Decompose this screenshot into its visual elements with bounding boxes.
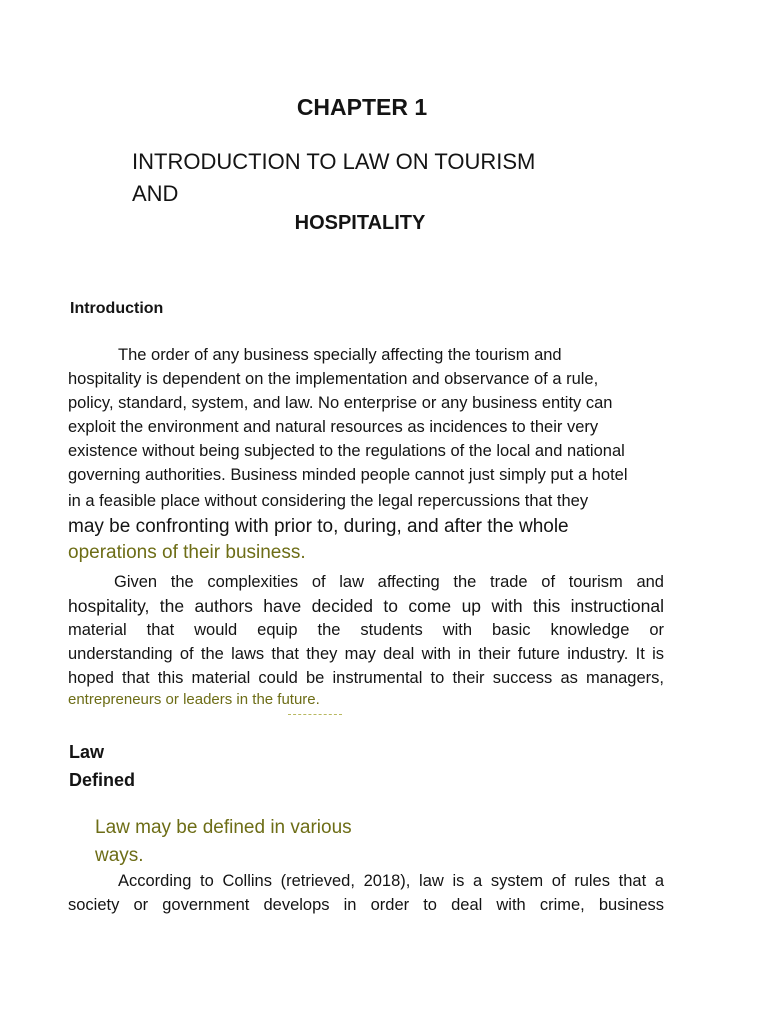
paragraph-line: may be confronting with prior to, during, and after the whole <box>68 516 569 537</box>
law-subheading <box>95 814 352 870</box>
paragraph-line: governing authorities. Business minded people cannot just simply put a hotel <box>68 466 628 484</box>
paragraph-line: exploit the environment and natural resources as incidences to their very <box>68 418 599 436</box>
chapter-title <box>132 146 612 210</box>
paragraph-line: entrepreneurs or leaders in the future. <box>68 691 320 708</box>
paragraph-line: policy, standard, system, and law. No enterprise or any business entity can <box>68 394 613 412</box>
introduction-heading: Introduction <box>70 300 164 317</box>
decorative-rule <box>288 714 342 715</box>
paragraph-line: existence without being subjected to the regulations of the local and national <box>68 442 625 460</box>
introduction-paragraph-1 <box>68 343 664 566</box>
chapter-title-line-2: AND <box>132 181 179 206</box>
paragraph-line: society or government develops in order to deal with crime, business <box>68 896 664 914</box>
law-subheading-line-2: ways. <box>95 845 144 866</box>
chapter-title-line-3: HOSPITALITY <box>294 212 426 234</box>
law-defined-heading <box>69 738 135 794</box>
paragraph-line: According to Collins (retrieved, 2018), law is a system of rules that a <box>118 872 664 890</box>
paragraph-line: material that would equip the students with basic knowledge or <box>68 621 664 639</box>
paragraph-line: operations of their business. <box>68 542 306 563</box>
law-defined-heading-line-2: Defined <box>69 770 136 790</box>
introduction-paragraph-2 <box>68 570 664 710</box>
law-defined-heading-line-1: Law <box>69 742 105 762</box>
chapter-title-line-1: INTRODUCTION TO LAW ON TOURISM <box>132 149 536 174</box>
paragraph-line: hospitality is dependent on the implementation and observance of a rule, <box>68 370 599 388</box>
paragraph-line: in a feasible place without considering the legal repercussions that they <box>68 492 589 510</box>
paragraph-line: The order of any business specially affecting the tourism and <box>118 346 562 364</box>
paragraph-line: Given the complexities of law affecting the trade of tourism and <box>114 573 664 591</box>
paragraph-line: hoped that this material could be instrumental to their success as managers, <box>68 669 664 687</box>
law-subheading-line-1: Law may be defined in various <box>95 817 352 838</box>
paragraph-line: understanding of the laws that they may deal with in their future industry. It is <box>68 645 664 663</box>
law-definition-paragraph <box>68 869 664 917</box>
chapter-label: CHAPTER 1 <box>296 94 428 120</box>
paragraph-line: hospitality, the authors have decided to come up with this instructional <box>68 596 664 616</box>
